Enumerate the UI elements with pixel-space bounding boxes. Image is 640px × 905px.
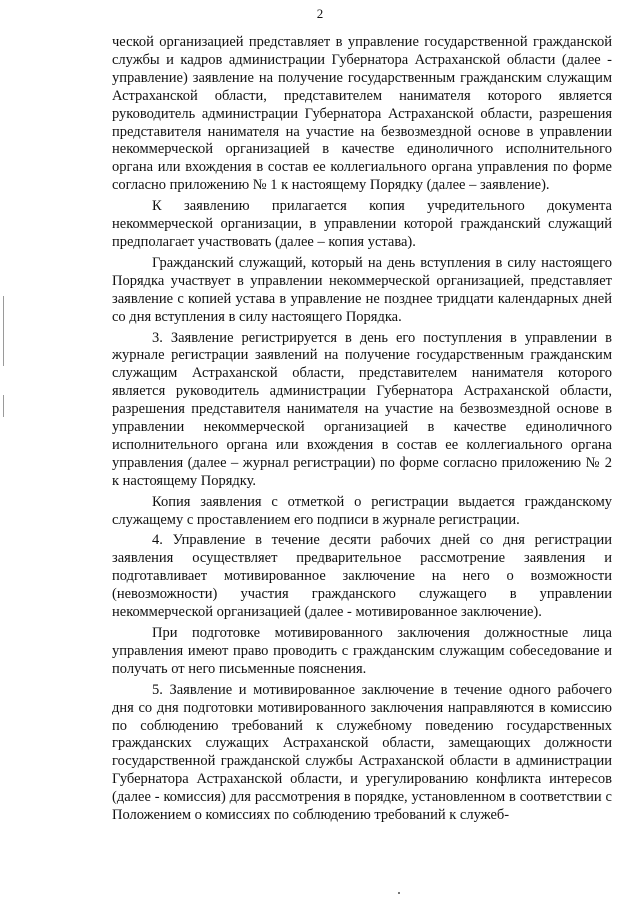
- document-body: [112, 34, 612, 828]
- paragraph: Копия заявления с отметкой о регистрации выдается гражданскому служащему с проставлением его подписи в журнале регистрации.: [112, 493, 612, 528]
- paragraph: 4. Управление в течение десяти рабочих дней со дня регистрации заявления осуществляет предварительное рассмотрение заявления и подготавливает мотивированное заключение на него о возможности (невозможности) участия гражданского служащего в управлении некоммерческой организацией (далее - мотивированное заключение).: [112, 532, 612, 621]
- paragraph: 3. Заявление регистрируется в день его поступления в управлении в журнале регистрации заявлений на получение государственным гражданским служащим Астраханской области, представителем нанимателя которого является руководитель администрации Губернатора Астраханской области, разрешения представителя нанимателя на участие на безвозмездной основе в управлении некоммерческой организацией в качестве единоличного исполнительного органа или вхождения в состав ее коллегиального органа управления (далее – журнал регистрации) по форме согласно приложению № 2 к настоящему Порядку.: [112, 329, 612, 489]
- paragraph: К заявлению прилагается копия учредительного документа некоммерческой организации, в управлении которой гражданский служащий предполагает участвовать (далее – копия устава).: [112, 198, 612, 250]
- paragraph: 5. Заявление и мотивированное заключение в течение одного рабочего дня со дня подготовки мотивированного заключения направляются в комиссию по соблюдению требований к служебному поведению государственных гражданских служащих Астраханской области, замещающих должности государственной гражданской службы Астраханской области в администрации Губернатора Астраханской области, и урегулированию конфликта интересов (далее - комиссия) для рассмотрения в порядке, установленном в соответствии с Положением о комиссиях по соблюдению требований к служеб-: [112, 681, 612, 824]
- paragraph: При подготовке мотивированного заключения должностные лица управления имеют право проводить с гражданским служащим собеседование и получать от него письменные пояснения.: [112, 625, 612, 677]
- page-number: 2: [316, 6, 324, 21]
- paragraph: ческой организацией представляет в управление государственной гражданской службы и кадров администрации Губернатора Астраханской области (далее - управление) заявление на получение государственным гражданским служащим Астраханской области, представителем нанимателя которого является руководитель администрации Губернатора Астраханской области, разрешения представителя нанимателя на участие на безвозмездной основе в управлении некоммерческой организацией в качестве единоличного исполнительного органа или вхождения в состав ее коллегиального органа управления по форме согласно приложению № 1 к настоящему Порядку (далее – заявление).: [112, 34, 612, 194]
- paragraph: Гражданский служащий, который на день вступления в силу настоящего Порядка участвует в управлении некоммерческой организацией, представляет заявление с копией устава в управление не позднее тридцати календарных дней со дня вступления в силу настоящего Порядка.: [112, 254, 612, 325]
- scan-margin-mark: [3, 395, 4, 417]
- scan-margin-mark: [3, 296, 4, 366]
- scan-dot: [398, 892, 400, 894]
